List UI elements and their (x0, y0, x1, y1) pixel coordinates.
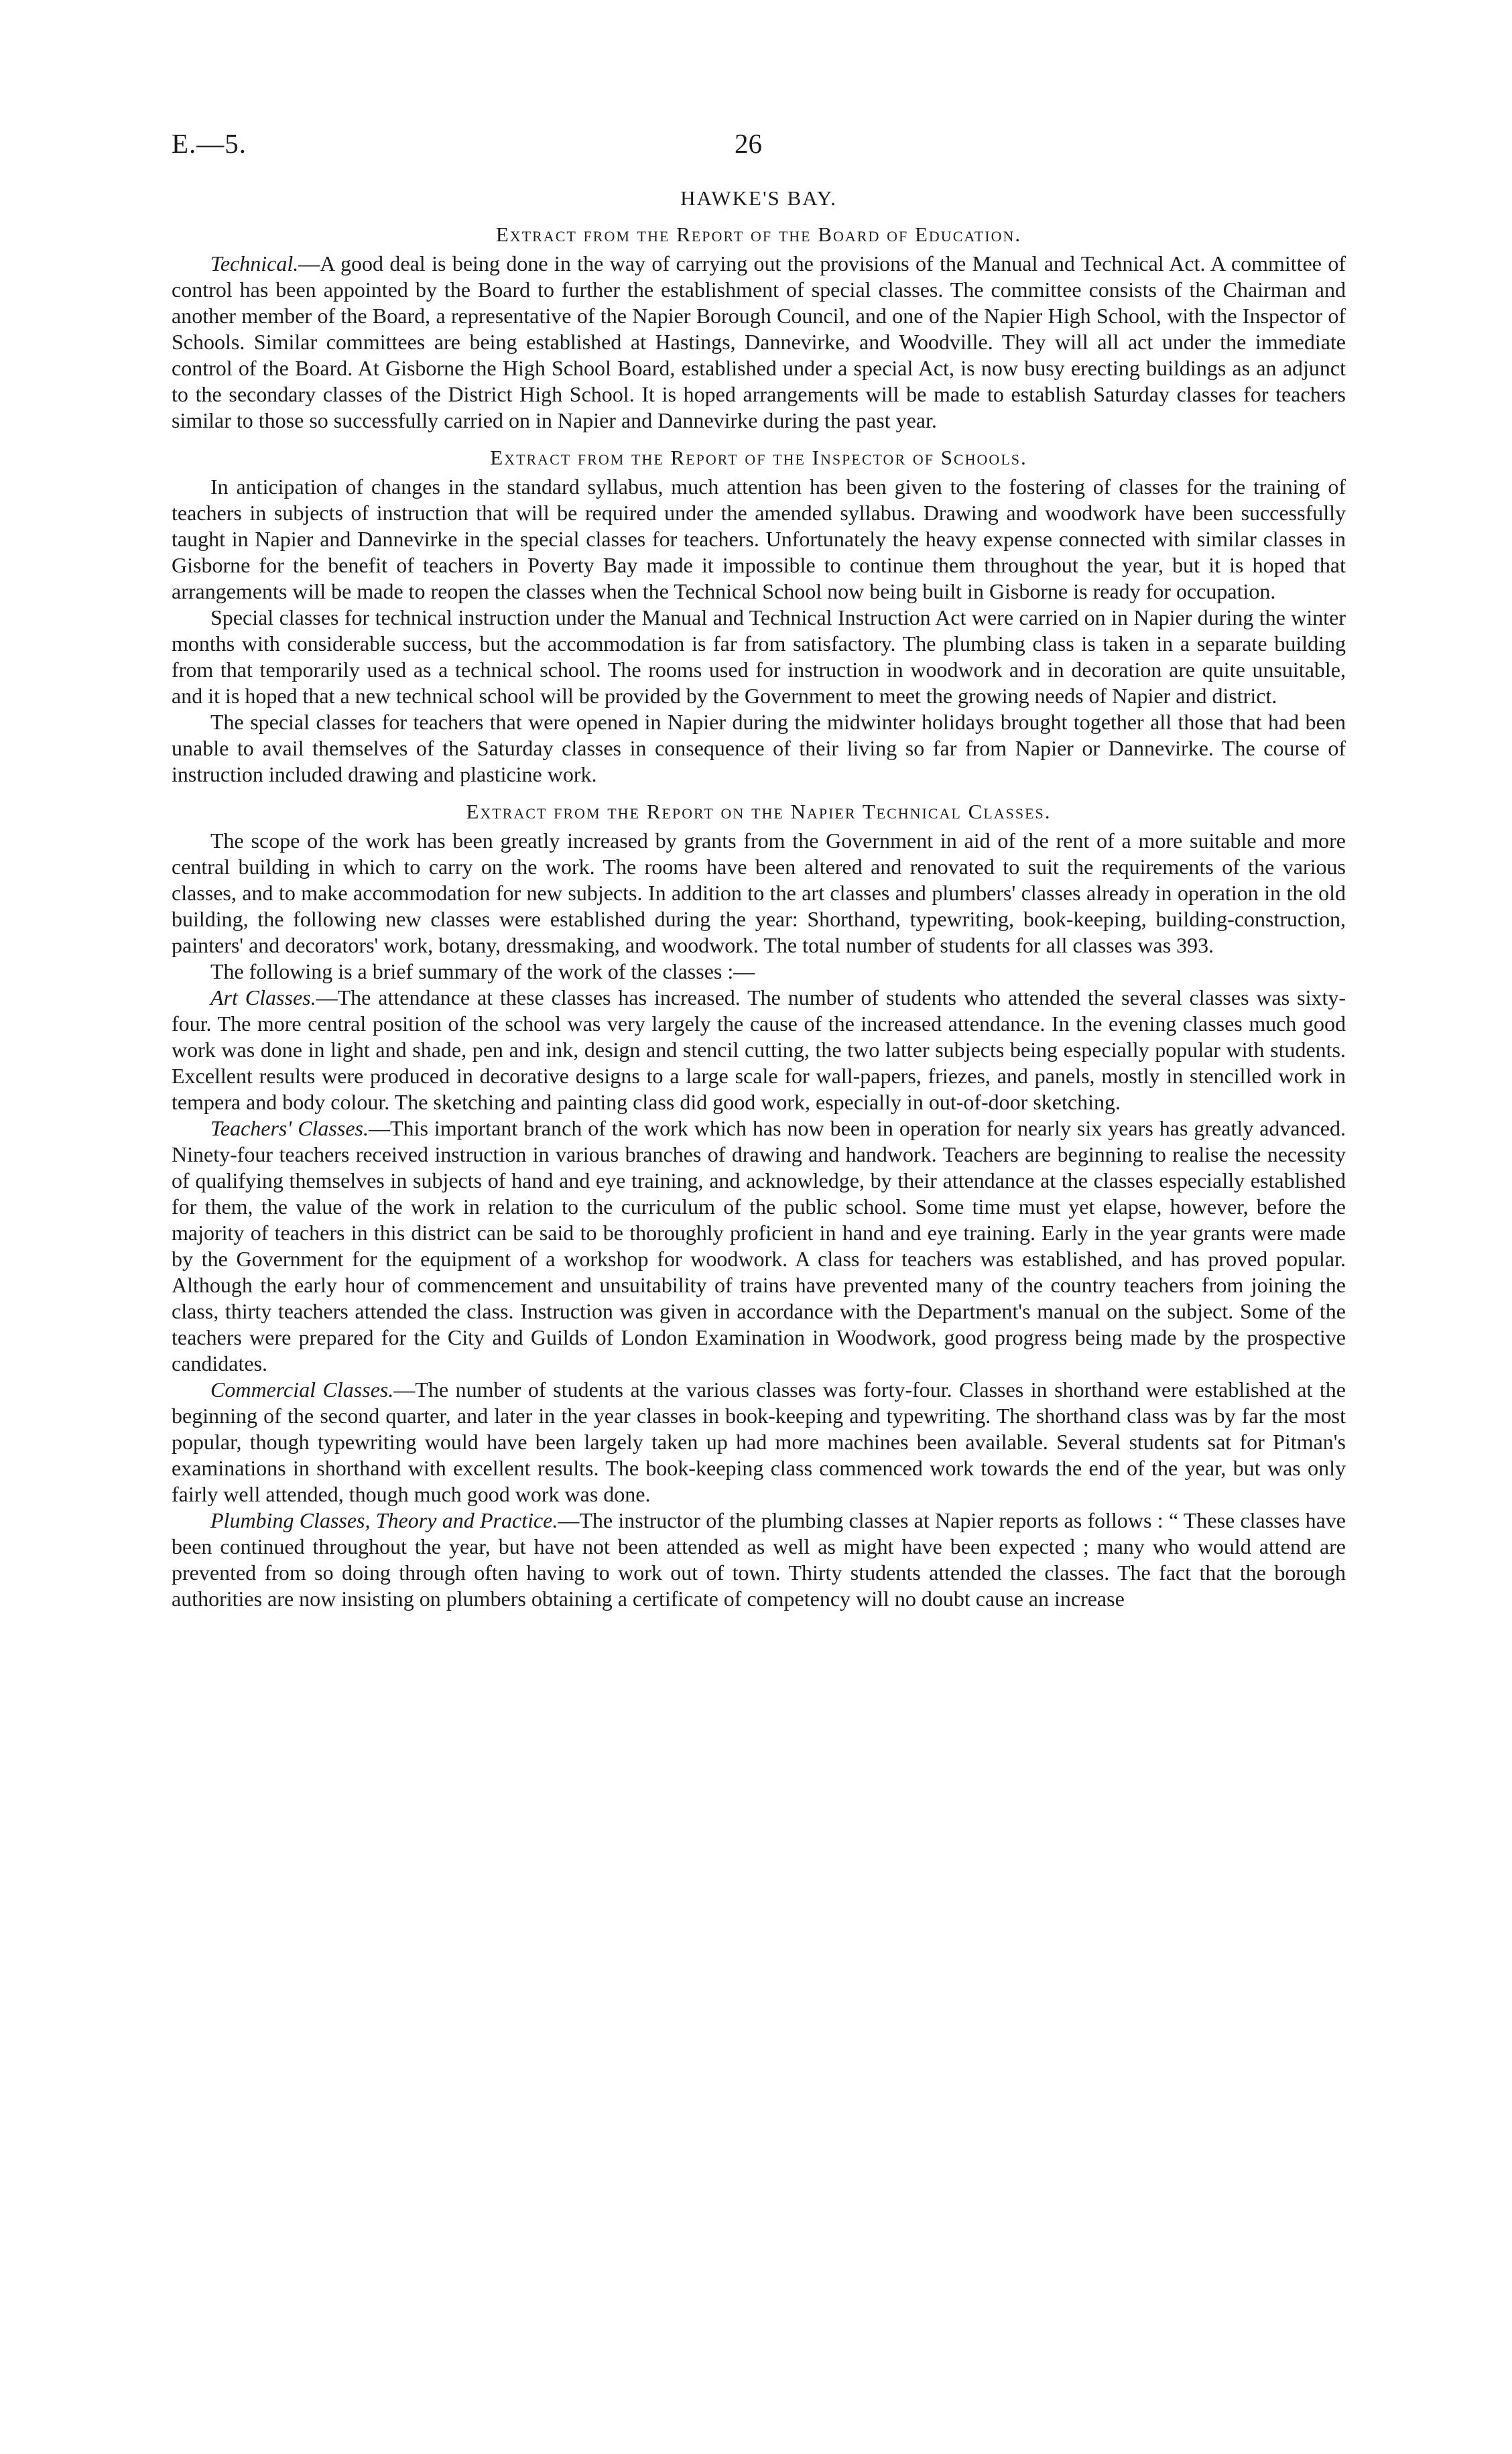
paragraph-lead: Commercial Classes. (210, 1377, 394, 1402)
paragraph-lead: Plumbing Classes, Theory and Practice. (210, 1508, 558, 1532)
paragraph-text: —The number of students at the various classes was forty-four. Classes in shorthand were established at the beginning of the second quarter, and later in the year classes in book-keeping and typewriting. The shorthand class was by far the most popular, though typewriting would have been largely taken up had more machines been available. Several students sat for Pitman's examinations in shorthand with excellent results. The book-keeping class commenced work towards the end of the year, but was only fairly well attended, though much good work was done. (172, 1377, 1346, 1506)
page-header (172, 127, 1346, 174)
document-page (172, 127, 1346, 1612)
paragraph-text: —The attendance at these classes has increased. The number of students who attended the several classes was sixty-four. The more central position of the school was very largely the cause of the increased attendance. In the evening classes much good work was done in light and shade, pen and ink, design and stencil cutting, the two latter subjects being especially popular with students. Excellent results were produced in decorative designs to a large scale for wall-papers, friezes, and panels, mostly in stencilled work in tempera and body colour. The sketching and painting class did good work, especially in out-of-door sketching. (172, 985, 1346, 1114)
inspector-report-heading: Extract from the Report of the Inspector of Schools. (490, 446, 1027, 469)
section-title: HAWKE'S BAY. (680, 186, 837, 210)
paragraph-text: Special classes for technical instruction under the Manual and Technical Instruction Act were carried on in Napier during the winter months with considerable success, but the accommodation is far from satisfactory. The plumbing class is taken in a separate building from that temporarily used as a technical school. The rooms used for instruction in woodwork and in decoration are quite unsuitable, and it is hoped that a new technical school will be provided by the Government to meet the growing needs of Napier and district. (172, 605, 1346, 708)
paragraph-text: —The instructor of the plumbing classes at Napier reports as follows : “ These classes have been continued throughout the year, but have not been attended as well as might have been expected ; many who would attend are prevented from so doing through often having to work out of town. Thirty students attended the classes. The fact that the borough authorities are now insisting on plumbers obtaining a certificate of competency will no doubt cause an increase (172, 1508, 1346, 1611)
paragraph-text: —A good deal is being done in the way of carrying out the provisions of the Manual and Technical Act. A committee of control has been appointed by the Board to further the establishment of special classes. The committee consists of the Chairman and another member of the Board, a representative of the Napier Borough Council, and one of the Napier High School, with the Inspector of Schools. Similar committees are being established at Hastings, Dannevirke, and Woodville. They will all act under the immediate control of the Board. At Gisborne the High School Board, established under a special Act, is now busy erecting buildings as an adjunct to the secondary classes of the District High School. It is hoped arrangements will be made to establish Saturday classes for teachers similar to those so successfully carried on in Napier and Dannevirke during the past year. (172, 251, 1346, 432)
paragraph-technical (172, 251, 1346, 434)
paragraph-text: The special classes for teachers that were opened in Napier during the midwinter holidays brought together all those that had been unable to avail themselves of the Saturday classes in consequence of their living so far from Napier or Dannevirke. The course of instruction included drawing and plasticine work. (172, 710, 1346, 786)
paragraph-scope (172, 828, 1346, 959)
board-report-heading: Extract from the Report of the Board of Education. (495, 223, 1022, 246)
paragraph-lead: Teachers' Classes. (210, 1116, 369, 1140)
series-label: E.—5. (172, 128, 247, 159)
paragraph-text: In anticipation of changes in the standard syllabus, much attention has been given to the fostering of classes for the training of teachers in subjects of instruction that will be required under the amended syllabus. Drawing and woodwork have been successfully taught in Napier and Dannevirke in the special classes for teachers. Unfortunately the heavy expense connected with similar classes in Gisborne for the benefit of teachers in Poverty Bay made it impossible to continue them throughout the year, but it is hoped that arrangements will be made to reopen the classes when the Technical School now being built in Gisborne is ready for occupation. (172, 475, 1346, 603)
page-number: 26 (735, 128, 762, 159)
paragraph-plumbing-classes (172, 1508, 1346, 1612)
paragraph-art-classes (172, 985, 1346, 1115)
paragraph-teachers-classes (172, 1115, 1346, 1377)
paragraph-commercial-classes (172, 1377, 1346, 1508)
paragraph-lead: Art Classes. (210, 985, 316, 1009)
paragraph-lead: Technical. (210, 251, 299, 275)
paragraph-midwinter-classes (172, 709, 1346, 788)
paragraph-text: —This important branch of the work which has now been in operation for nearly six years has greatly advanced. Ninety-four teachers received instruction in various branches of drawing and handwork. Teachers are beginning to realise the necessity of qualifying themselves in subjects of hand and eye training, and acknowledge, by their attendance at the classes especially established for them, the value of the work in relation to the curriculum of the public school. Some time must yet elapse, however, before the majority of teachers in this district can be said to be thoroughly proficient in hand and eye training. Early in the year grants were made by the Government for the equipment of a workshop for woodwork. A class for teachers was established, and has proved popular. Although the early hour of commencement and unsuitability of trains have prevented many of the country teachers from joining the class, thirty teachers attended the class. Instruction was given in accordance with the Department's manual on the subject. Some of the teachers were prepared for the City and Guilds of London Examination in Woodwork, good progress being made by the prospective candidates. (172, 1116, 1346, 1375)
paragraph-text: The following is a brief summary of the work of the classes :— (210, 959, 755, 983)
paragraph-text: The scope of the work has been greatly increased by grants from the Government in aid of the rent of a more suitable and more central building in which to carry on the work. The rooms have been altered and renovated to suit the requirements of the various classes, and to make accommodation for new subjects. In addition to the art classes and plumbers' classes already in operation in the old building, the following new classes were established during the year: Shorthand, typewriting, book-keeping, building-construction, painters' and decorators' work, botany, dressmaking, and woodwork. The total number of students for all classes was 393. (172, 829, 1346, 957)
paragraph-summary-intro (172, 959, 1346, 985)
paragraph-special-classes (172, 605, 1346, 709)
paragraph-syllabus (172, 474, 1346, 605)
technical-classes-heading: Extract from the Report on the Napier Technical Classes. (466, 800, 1052, 823)
